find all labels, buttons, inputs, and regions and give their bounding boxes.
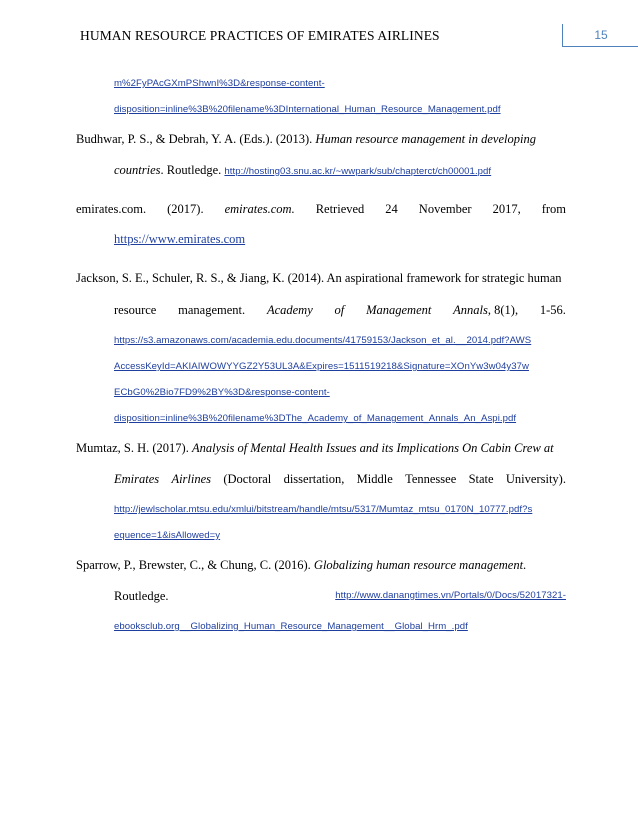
reference-emirates-link[interactable]: https://www.emirates.com <box>114 232 246 246</box>
reference-continuation-url-1[interactable]: m%2FyPAcGXmPShwnI%3D&response-content- <box>114 78 325 89</box>
reference-emirates: emirates.com. (2017). emirates.com. Retrieved 24 November 2017, from <box>76 202 566 216</box>
reference-sparrow: Sparrow, P., Brewster, C., & Chung, C. (2016). Globalizing human resource management. <box>76 558 527 572</box>
reference-budhwar: Budhwar, P. S., & Debrah, Y. A. (Eds.). (2013). Human resource management in developing <box>76 132 536 146</box>
reference-sparrow-line-2: Routledge. http://www.danangtimes.vn/Portals/0/Docs/52017321- <box>114 589 566 603</box>
reference-sparrow-url-1[interactable]: http://www.danangtimes.vn/Portals/0/Docs/52017321- <box>335 590 566 601</box>
reference-budhwar-link[interactable]: http://hosting03.snu.ac.kr/~wwpark/sub/chapterct/ch00001.pdf <box>224 166 492 177</box>
reference-sparrow-url-2[interactable]: ebooksclub.org__Globalizing_Human_Resource_Management__Global_Hrm_.pdf <box>114 621 468 632</box>
reference-jackson-url-3[interactable]: ECbG0%2Bio7FD9%2BY%3D&response-content- <box>114 387 330 398</box>
reference-jackson-line-2: resource management. Academy of Management Annals, 8(1), 1-56. <box>114 303 566 317</box>
reference-mumtaz: Mumtaz, S. H. (2017). Analysis of Mental Health Issues and its Implications On Cabin Crew at <box>76 441 554 455</box>
page-number-box <box>562 24 638 47</box>
reference-mumtaz-line-2: Emirates Airlines (Doctoral dissertation, Middle Tennessee State University). <box>114 472 566 486</box>
reference-mumtaz-url-2[interactable]: equence=1&isAllowed=y <box>114 530 221 541</box>
reference-jackson-url-1[interactable]: https://s3.amazonaws.com/academia.edu.documents/41759153/Jackson_et_al.__2014.pdf?AWS <box>114 335 532 346</box>
reference-mumtaz-url-1[interactable]: http://jewlscholar.mtsu.edu/xmlui/bitstream/handle/mtsu/5317/Mumtaz_mtsu_0170N_10777.pdf?s <box>114 504 533 515</box>
reference-continuation-url-2[interactable]: disposition=inline%3B%20filename%3DInternational_Human_Resource_Management.pdf <box>114 104 501 115</box>
running-header: HUMAN RESOURCE PRACTICES OF EMIRATES AIRLINES <box>80 28 440 43</box>
reference-jackson: Jackson, S. E., Schuler, R. S., & Jiang, K. (2014). An aspirational framework for strategic human <box>76 271 562 285</box>
reference-jackson-url-4[interactable]: disposition=inline%3B%20filename%3DThe_Academy_of_Management_Annals_An_Aspi.pdf <box>114 413 517 424</box>
reference-budhwar-line-2: countries. Routledge. http://hosting03.snu.ac.kr/~wwpark/sub/chapterct/ch00001.pdf <box>114 163 492 177</box>
page-number: 15 <box>594 28 608 42</box>
reference-jackson-url-2[interactable]: AccessKeyId=AKIAIWOWYYGZ2Y53UL3A&Expires=1511519218&Signature=XOnYw3w04y37w <box>114 361 529 372</box>
